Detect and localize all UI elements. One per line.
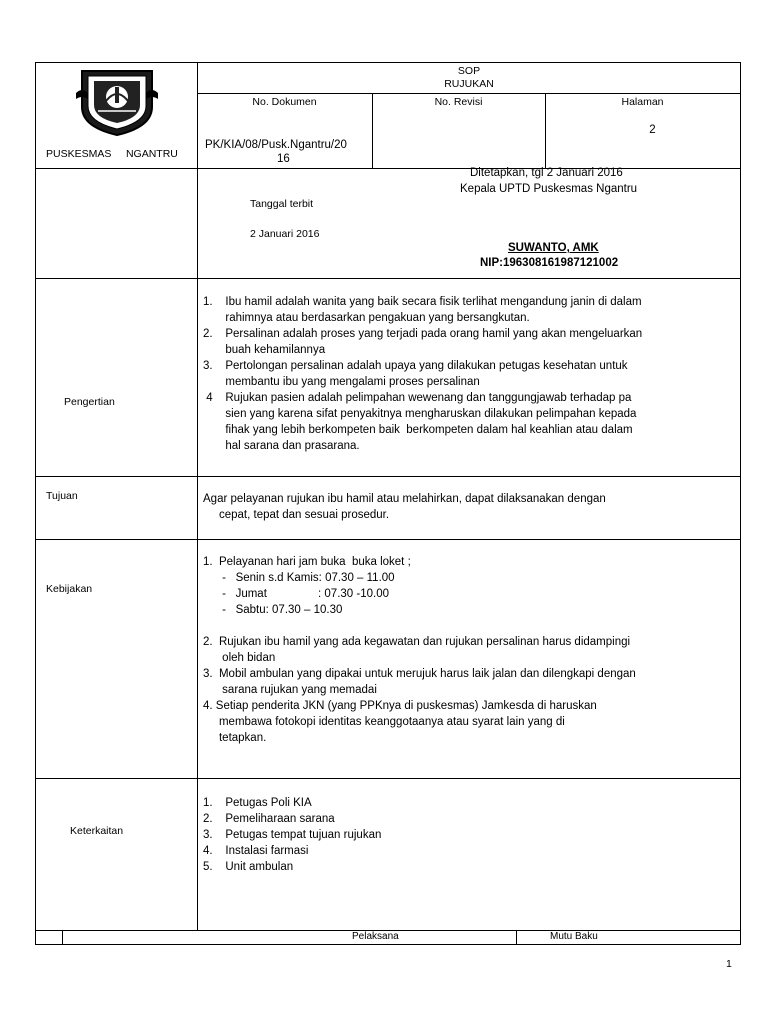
list-item: - Jumat : 07.30 -10.00 xyxy=(203,588,389,600)
keterkaitan-list xyxy=(203,795,381,875)
column-divider xyxy=(197,62,198,930)
revision-label: No. Revisi xyxy=(434,96,483,108)
kebijakan-label: Kebijakan xyxy=(46,583,93,595)
established-line1: Ditetapkan, tgl 2 Januari 2016 xyxy=(470,167,623,179)
list-item: sarana rujukan yang memadai xyxy=(203,684,377,696)
list-item: hal sarana dan prasarana. xyxy=(203,440,360,452)
list-item: 5. Unit ambulan xyxy=(203,861,294,873)
mutu-baku-column-header: Mutu Baku xyxy=(550,931,598,942)
doc-number-value-line1: PK/KIA/08/Pusk.Ngantru/20 xyxy=(205,139,347,151)
page-number: 1 xyxy=(726,958,732,970)
table-border-right xyxy=(740,62,741,945)
list-item: 2. Pemeliharaan sarana xyxy=(203,813,335,825)
keterkaitan-label: Keterkaitan xyxy=(70,825,124,837)
tujuan-text xyxy=(203,491,606,523)
list-item: rahimnya atau berdasarkan pengakuan yang bersangkutan. xyxy=(203,312,530,324)
list-item: - Senin s.d Kamis: 07.30 – 11.00 xyxy=(203,572,395,584)
list-item: 1. Pelayanan hari jam buka buka loket ; xyxy=(203,556,411,568)
row-divider-header xyxy=(35,168,741,169)
row-divider-pengertian xyxy=(35,476,741,477)
table-border-left xyxy=(35,62,36,945)
doc-number-value-line2: 16 xyxy=(277,153,290,165)
row-divider-issued xyxy=(35,278,741,279)
signer-nip: NIP:196308161987121002 xyxy=(480,257,619,269)
doc-number-label: No. Dokumen xyxy=(252,96,317,108)
text-line: Agar pelayanan rujukan ibu hamil atau melahirkan, dapat dilaksanakan dengan xyxy=(203,493,606,505)
page-value: 2 xyxy=(649,124,656,136)
kebijakan-list xyxy=(203,554,636,746)
table-border-bottom xyxy=(35,944,741,945)
list-item: membantu ibu yang mengalami proses persalinan xyxy=(203,376,480,388)
footer-divider-1 xyxy=(62,930,63,945)
list-item: 4. Setiap penderita JKN (yang PPKnya di puskesmas) Jamkesda di haruskan xyxy=(203,700,597,712)
list-item: 3. Petugas tempat tujuan rujukan xyxy=(203,829,382,841)
text-line: cepat, tepat dan sesuai prosedur. xyxy=(203,509,390,521)
puskesmas-emblem-logo xyxy=(76,67,158,137)
sop-label: SOP xyxy=(457,65,481,77)
list-item: 4 Rujukan pasien adalah pelimpahan wewenang dan tanggungjawab terhadap pa xyxy=(203,392,632,404)
signer-name: SUWANTO, AMK xyxy=(508,242,599,254)
pengertian-list xyxy=(203,294,642,454)
document-title: RUJUKAN xyxy=(444,78,494,90)
list-item xyxy=(203,618,636,634)
footer-divider-2 xyxy=(516,930,517,945)
list-item: buah kehamilannya xyxy=(203,344,326,356)
list-item: 4. Instalasi farmasi xyxy=(203,845,309,857)
list-item: 2. Persalinan adalah proses yang terjadi pada orang hamil yang akan mengeluarkan xyxy=(203,328,643,340)
institution-name: PUSKESMAS NGANTRU xyxy=(46,148,178,160)
list-item: - Sabtu: 07.30 – 10.30 xyxy=(203,604,343,616)
list-item: 3. Mobil ambulan yang dipakai untuk merujuk harus laik jalan dan dilengkapi dengan xyxy=(203,668,636,680)
pengertian-label: Pengertian xyxy=(64,396,115,408)
issue-date-value: 2 Januari 2016 xyxy=(250,228,320,240)
page-label: Halaman xyxy=(621,96,664,108)
list-item: membawa fotokopi identitas keanggotaanya atau syarat lain yang di xyxy=(203,716,565,728)
row-divider-kebijakan xyxy=(35,778,741,779)
list-item: 3. Pertolongan persalinan adalah upaya yang dilakukan petugas kesehatan untuk xyxy=(203,360,628,372)
list-item: tetapkan. xyxy=(203,732,267,744)
issue-date-label: Tanggal terbit xyxy=(250,198,314,210)
list-item: 1. Petugas Poli KIA xyxy=(203,797,312,809)
row-divider-tujuan xyxy=(35,539,741,540)
tujuan-label: Tujuan xyxy=(46,490,78,502)
list-item: sien yang karena sifat penyakitnya mengharuskan dilakukan pelimpahan kepada xyxy=(203,408,637,420)
pelaksana-column-header: Pelaksana xyxy=(352,931,399,942)
list-item: oleh bidan xyxy=(203,652,276,664)
list-item: 1. Ibu hamil adalah wanita yang baik secara fisik terlihat mengandung janin di dalam xyxy=(203,296,642,308)
established-line2: Kepala UPTD Puskesmas Ngantru xyxy=(460,183,638,195)
list-item: 2. Rujukan ibu hamil yang ada kegawatan dan rujukan persalinan harus didampingi xyxy=(203,636,631,648)
list-item: fihak yang lebih berkompeten baik berkompeten dalam hal keahlian atau dalam xyxy=(203,424,633,436)
